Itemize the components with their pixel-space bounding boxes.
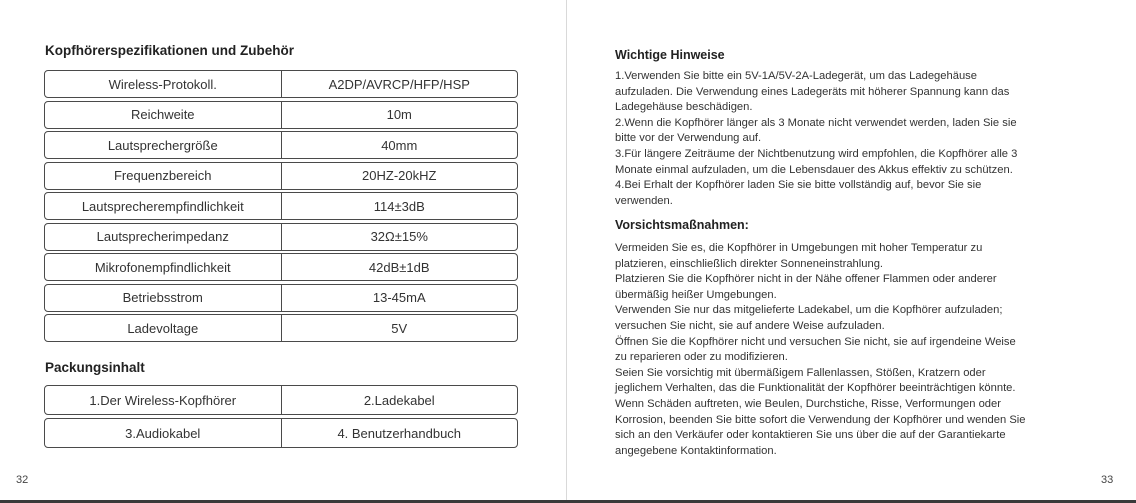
spec-label: Lautsprecherempfindlichkeit [81,198,244,214]
package-row [44,385,518,415]
spec-value: 5V [281,315,518,341]
left-page [0,0,566,503]
notes-line: 1.Verwenden Sie bitte ein 5V-1A/5V-2A-Ladegerät, um das Ladegehäuse [615,70,977,82]
notes-line: 4.Bei Erhalt der Kopfhörer laden Sie sie bitte vollständig auf, bevor Sie sie [615,179,982,192]
caution-line: übermäßig heißer Umgebungen. [615,288,777,301]
caution-text [615,241,1085,459]
notes-line: aufzuladen. Die Verwendung eines Ladegeräts mit höherer Spannung kann das [615,85,1010,98]
right-page [567,0,1136,503]
spec-row [44,223,518,251]
spec-label: Betriebsstrom [122,290,203,305]
spec-label: Frequenzbereich [113,168,212,183]
spec-row [44,101,518,129]
spec-row [44,192,518,220]
caution-line: Öffnen Sie die Kopfhörer nicht und versuchen Sie nicht, sie auf irgendeine Weise [615,335,1016,348]
notes-line: 3.Für längere Zeiträume der Nichtbenutzung wird empfohlen, die Kopfhörer alle 3 [615,147,1018,160]
spec-value: 20HZ-20kHZ [281,163,518,189]
notes-line: Monate einmal aufzuladen, um die Lebensdauer des Akkus effektiv zu schützen. [615,163,1013,176]
spec-row [44,253,518,281]
package-heading: Packungsinhalt [45,360,145,375]
package-row [44,418,518,448]
spec-label: Mikrofonempfindlichkeit [94,259,231,275]
spec-value: 42dB±1dB [281,254,518,280]
spec-value: 10m [281,102,518,128]
caution-line: Wenn Schäden auftreten, wie Beulen, Durchstiche, Risse, Verformungen oder [615,397,1001,410]
package-item: 1.Der Wireless-Kopfhörer [89,392,237,408]
spec-label: Wireless-Protokoll. [108,76,217,92]
spec-value: 13-45mA [281,285,518,311]
caution-line: angegebene Kontaktinformation. [615,444,777,457]
page-number: 33 [1101,474,1114,486]
caution-line: Platzieren Sie die Kopfhörer nicht in der Nähe offener Flammen oder anderer [615,273,997,286]
notes-heading: Wichtige Hinweise [615,48,725,62]
package-item: 2.Ladekabel [281,386,518,414]
spec-value: 114±3dB [281,193,518,219]
notes-line: verwenden. [615,194,673,207]
caution-line: jeglichem Verhalten, das die Funktionalität der Kopfhörer beeinträchtigen könnte. [615,382,1016,395]
spec-heading: Kopfhörerspezifikationen und Zubehör [45,43,294,58]
spec-value: 40mm [281,132,518,158]
spec-row [44,162,518,190]
caution-line: versuchen Sie nicht, sie auf andere Weise aufzuladen. [615,319,885,332]
caution-heading: Vorsichtsmaßnahmen: [615,218,749,232]
package-item: 4. Benutzerhandbuch [281,419,518,447]
spec-value: 32Ω±15% [281,224,518,250]
caution-line: Korrosion, beenden Sie bitte sofort die Verwendung der Kopfhörer und wenden Sie [615,413,1026,426]
spec-row [44,314,518,342]
caution-line: sich an den Verkäufer oder kontaktieren Sie uns über die auf der Garantiekarte [615,429,1006,442]
spec-label: Ladevoltage [127,320,199,336]
spec-value: A2DP/AVRCP/HFP/HSP [281,71,518,97]
page-number: 32 [16,474,29,486]
notes-line: bitte vor der Verwendung auf. [615,132,762,145]
caution-line: zu reparieren oder zu modifizieren. [615,351,788,364]
caution-line: Vermeiden Sie es, die Kopfhörer in Umgebungen mit hoher Temperatur zu [615,242,983,254]
spec-label: Lautsprecherimpedanz [96,229,229,244]
notes-line: 2.Wenn die Kopfhörer länger als 3 Monate nicht verwendet werden, laden Sie sie [615,116,1017,129]
notes-text [615,69,1085,209]
spec-row [44,131,518,159]
spec-label: Reichweite [130,107,195,122]
spec-label: Lautsprechergröße [107,137,218,153]
caution-line: Seien Sie vorsichtig mit übermäßigem Fallenlassen, Stößen, Kratzern oder [615,366,986,379]
caution-line: platzieren, einschließlich direkter Sonneneinstrahlung. [615,257,884,270]
spec-row [44,70,518,98]
caution-line: Verwenden Sie nur das mitgelieferte Ladekabel, um die Kopfhörer aufzuladen; [615,304,1003,317]
notes-line: Ladegehäuse beschädigen. [615,101,753,114]
spec-row [44,284,518,312]
package-item: 3.Audiokabel [125,425,201,441]
